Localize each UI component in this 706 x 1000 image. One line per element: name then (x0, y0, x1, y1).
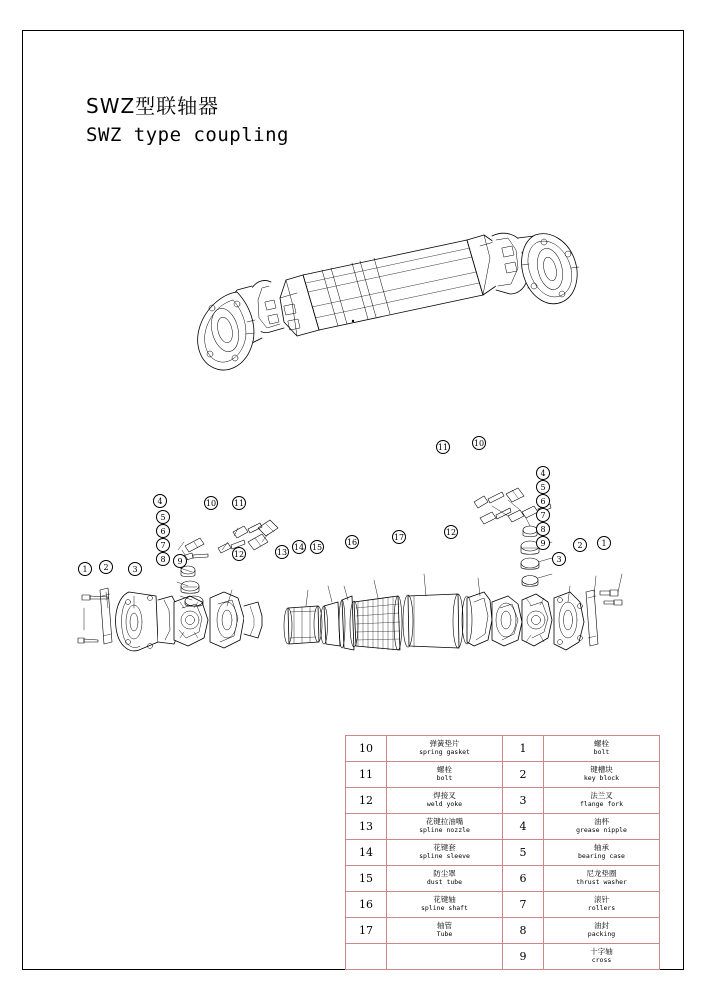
part-name-right (544, 840, 660, 866)
callout-5-right: 5 (536, 480, 550, 494)
part-name-en: bearing case (578, 852, 625, 860)
callout-12-left: 12 (232, 547, 246, 561)
part-name-cn: 油杯 (594, 817, 609, 826)
part-name-right (544, 736, 660, 762)
part-no-left: 16 (346, 892, 387, 918)
part-name-cn: 尼龙垫圈 (586, 869, 617, 878)
part-name-en: Tube (436, 930, 453, 938)
callout-15: 15 (310, 540, 324, 554)
table-row (346, 866, 660, 892)
part-name-en: spring gasket (419, 748, 470, 756)
callout-8-left: 8 (156, 552, 170, 566)
part-name-cn: 轴承 (594, 843, 609, 852)
table-row (346, 736, 660, 762)
part-name-en: rollers (587, 904, 616, 912)
part-no-right: 1 (503, 736, 544, 762)
part-name-cn: 油封 (594, 921, 609, 930)
part-name-left (387, 762, 503, 788)
part-name-cn: 十字轴 (590, 947, 613, 956)
callout-7-left: 7 (156, 538, 170, 552)
parts-legend-table (345, 735, 660, 970)
part-no-left: 17 (346, 918, 387, 944)
part-name-en: dust tube (426, 878, 463, 886)
callout-11-left: 11 (232, 496, 246, 510)
part-name-left (387, 840, 503, 866)
part-name-cn: 防尘罩 (433, 869, 456, 878)
part-name-cn: 螺栓 (594, 739, 609, 748)
table-row (346, 944, 660, 970)
part-name-right (544, 918, 660, 944)
callout-8-right: 8 (536, 522, 550, 536)
part-no-right: 3 (503, 788, 544, 814)
callout-17: 17 (392, 530, 406, 544)
part-name-en: grease nipple (576, 826, 627, 834)
part-name-left (387, 736, 503, 762)
part-name-left (387, 944, 503, 970)
part-name-en: bolt (593, 748, 610, 756)
part-name-cn: 螺栓 (437, 765, 452, 774)
part-name-right (544, 866, 660, 892)
callout-11-right: 11 (436, 440, 450, 454)
part-name-en: key block (583, 774, 620, 782)
part-name-cn: 焊接叉 (433, 791, 456, 800)
callout-14: 14 (292, 540, 306, 554)
part-name-left (387, 788, 503, 814)
part-no-right: 9 (503, 944, 544, 970)
table-row (346, 892, 660, 918)
part-name-en: thrust washer (576, 878, 627, 886)
callout-9-left: 9 (173, 554, 187, 568)
table-row (346, 762, 660, 788)
part-name-cn: 弹簧垫片 (429, 739, 460, 748)
callout-4-left: 4 (153, 494, 167, 508)
callout-3-right: 3 (552, 552, 566, 566)
part-name-en: weld yoke (426, 800, 463, 808)
part-name-right (544, 892, 660, 918)
part-name-en: spline sleeve (419, 852, 470, 860)
part-name-en: spline shaft (421, 904, 468, 912)
part-no-left: 12 (346, 788, 387, 814)
part-name-left (387, 814, 503, 840)
part-no-left: 13 (346, 814, 387, 840)
part-no-right: 4 (503, 814, 544, 840)
part-name-left (387, 866, 503, 892)
callout-13: 13 (275, 545, 289, 559)
callout-6-right: 6 (536, 494, 550, 508)
part-name-cn: 轴管 (437, 921, 452, 930)
part-no-right: 6 (503, 866, 544, 892)
part-no-left: 11 (346, 762, 387, 788)
page-title-en: SWZ type coupling (86, 124, 289, 146)
table-row (346, 788, 660, 814)
callout-6-left: 6 (156, 524, 170, 538)
page-title-cn: SWZ型联轴器 (86, 94, 220, 118)
part-name-en: bolt (436, 774, 453, 782)
part-no-left: 10 (346, 736, 387, 762)
part-name-en: cross (591, 956, 612, 964)
callout-2-right: 2 (573, 538, 587, 552)
part-name-left (387, 918, 503, 944)
callout-10-left: 10 (204, 496, 218, 510)
callout-2-left: 2 (99, 560, 113, 574)
table-row (346, 814, 660, 840)
part-name-right (544, 762, 660, 788)
part-name-cn: 花键轴 (433, 895, 456, 904)
part-name-en: flange fork (579, 800, 624, 808)
callout-5-left: 5 (156, 510, 170, 524)
part-name-cn: 花键套 (433, 843, 456, 852)
part-name-right (544, 814, 660, 840)
part-name-cn: 法兰叉 (590, 791, 613, 800)
callout-9-right: 9 (536, 536, 550, 550)
part-no-left: 14 (346, 840, 387, 866)
table-row (346, 840, 660, 866)
part-name-en: spline nozzle (419, 826, 470, 834)
part-no-left (346, 944, 387, 970)
callout-12-right: 12 (444, 525, 458, 539)
part-name-left (387, 892, 503, 918)
assembled-coupling-view (198, 233, 579, 370)
callout-1-left: 1 (78, 562, 92, 576)
callout-1-right: 1 (597, 536, 611, 550)
part-no-right: 8 (503, 918, 544, 944)
part-name-cn: 滚针 (594, 895, 609, 904)
part-no-right: 5 (503, 840, 544, 866)
callout-4-right: 4 (536, 466, 550, 480)
part-name-cn: 键槽块 (590, 765, 613, 774)
callout-3-left: 3 (128, 562, 142, 576)
part-no-right: 2 (503, 762, 544, 788)
callout-7-right: 7 (536, 508, 550, 522)
part-no-left: 15 (346, 866, 387, 892)
part-name-right (544, 788, 660, 814)
callout-10-right: 10 (472, 436, 486, 450)
part-no-right: 7 (503, 892, 544, 918)
part-name-cn: 花键拉油嘴 (425, 817, 464, 826)
part-name-en: packing (587, 930, 616, 938)
callout-16: 16 (345, 535, 359, 549)
table-row (346, 918, 660, 944)
part-name-right (544, 944, 660, 970)
